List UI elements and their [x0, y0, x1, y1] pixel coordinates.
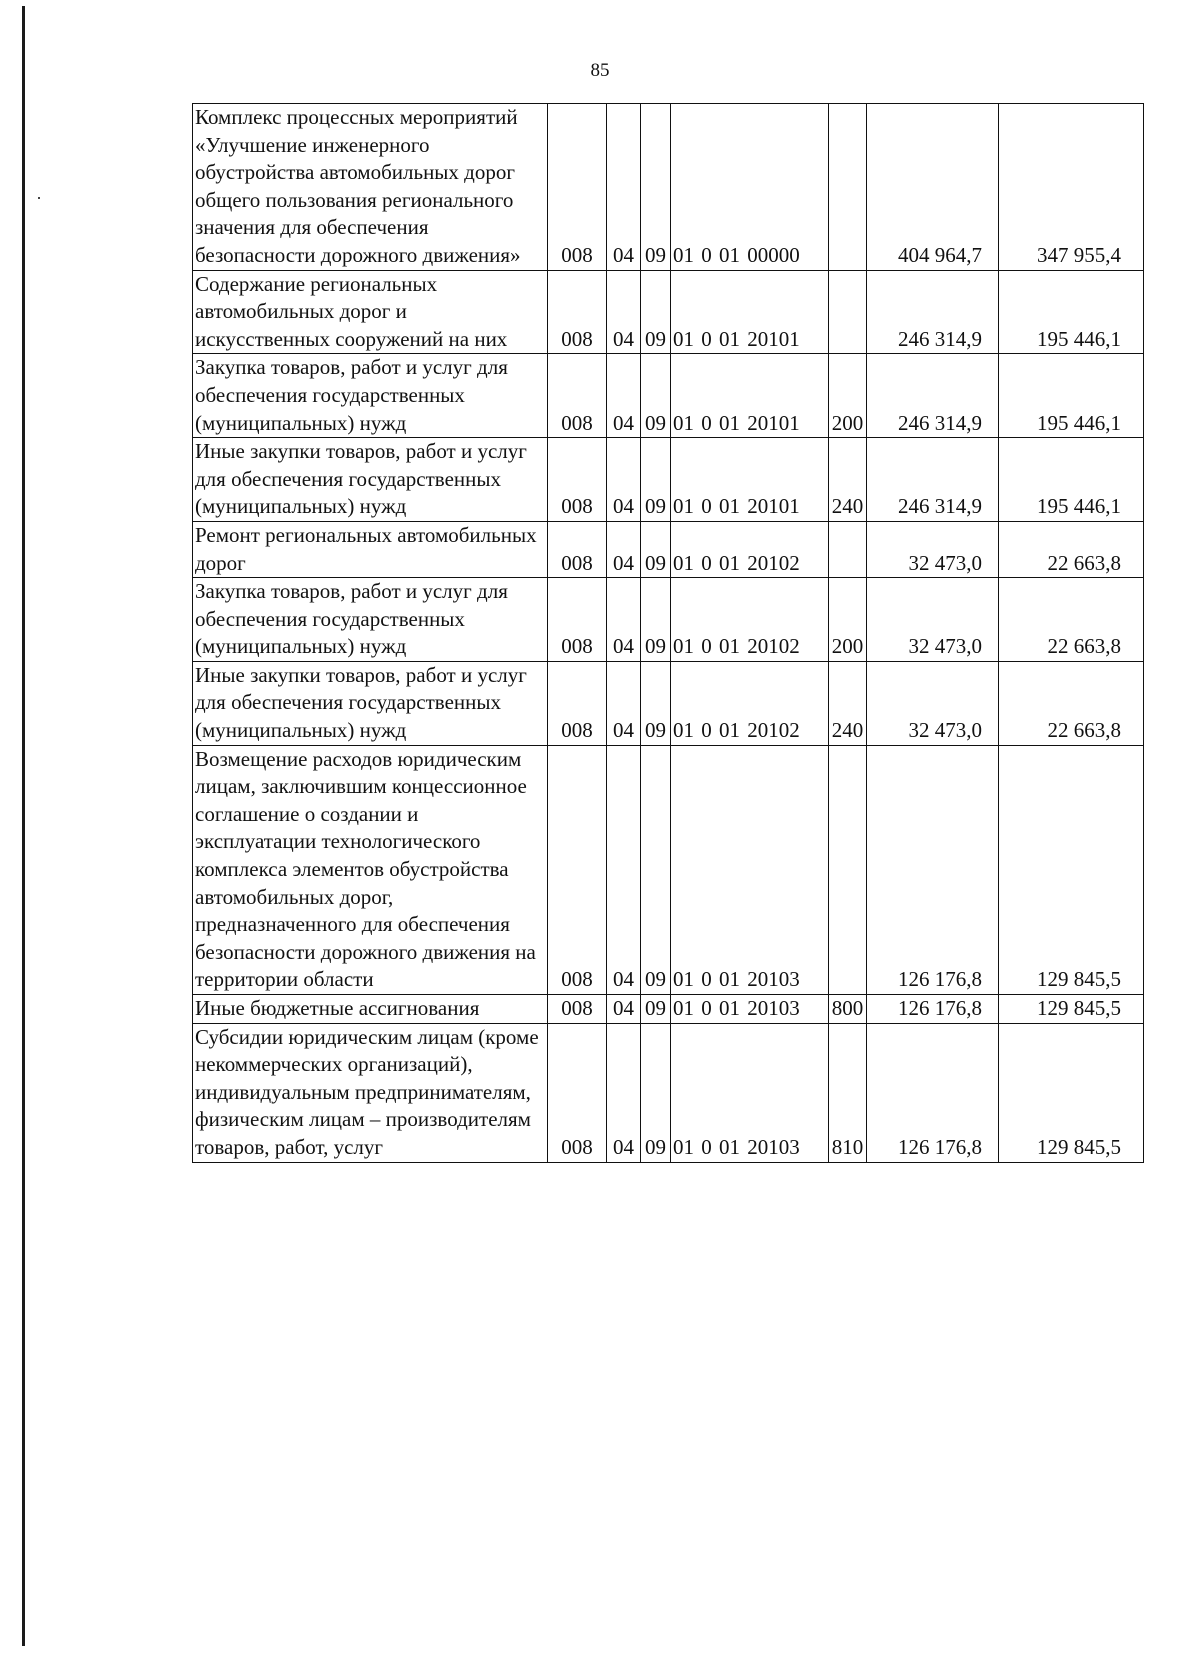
gr-code-cell: 008	[548, 521, 607, 577]
table-row	[193, 578, 1144, 662]
pr-code-cell: 09	[641, 354, 671, 438]
pr-code-cell: 09	[641, 1023, 671, 1162]
pr-code-cell: 09	[641, 661, 671, 745]
table-row	[193, 745, 1144, 994]
csr-code-cell: 01 0 01 00000	[671, 104, 829, 271]
rz-code-cell: 04	[607, 354, 641, 438]
amount-year-2-cell: 22 663,8	[999, 661, 1144, 745]
table-row	[193, 354, 1144, 438]
amount-year-2-cell: 195 446,1	[999, 438, 1144, 522]
rz-code-cell: 04	[607, 995, 641, 1024]
csr-code-cell: 01 0 01 20102	[671, 661, 829, 745]
vr-code-cell: 810	[829, 1023, 867, 1162]
table-row	[193, 661, 1144, 745]
table-row	[193, 270, 1144, 354]
gr-code-cell: 008	[548, 1023, 607, 1162]
page-number: 85	[590, 60, 610, 81]
budget-table-body	[193, 104, 1144, 1163]
rz-code-cell: 04	[607, 104, 641, 271]
vr-code-cell: 800	[829, 995, 867, 1024]
gr-code-cell: 008	[548, 745, 607, 994]
amount-year-2-cell: 195 446,1	[999, 270, 1144, 354]
table-row	[193, 438, 1144, 522]
amount-year-2-cell: 22 663,8	[999, 521, 1144, 577]
pr-code-cell: 09	[641, 104, 671, 271]
vr-code-cell	[829, 270, 867, 354]
table-row	[193, 104, 1144, 271]
csr-code-cell: 01 0 01 20101	[671, 270, 829, 354]
rz-code-cell: 04	[607, 521, 641, 577]
gr-code-cell: 008	[548, 661, 607, 745]
pr-code-cell: 09	[641, 438, 671, 522]
amount-year-1-cell: 126 176,8	[867, 745, 999, 994]
rz-code-cell: 04	[607, 438, 641, 522]
row-name-cell: Комплекс процессных мероприятий «Улучшение инженерного обустройства автомобильных дорог общего пользования регионального значения для обеспечения безопасности дорожного движения»	[193, 104, 548, 271]
amount-year-2-cell: 129 845,5	[999, 745, 1144, 994]
csr-code-cell: 01 0 01 20101	[671, 354, 829, 438]
amount-year-1-cell: 246 314,9	[867, 438, 999, 522]
pr-code-cell: 09	[641, 521, 671, 577]
row-name-cell: Закупка товаров, работ и услуг для обеспечения государственных (муниципальных) нужд	[193, 578, 548, 662]
amount-year-2-cell: 195 446,1	[999, 354, 1144, 438]
rz-code-cell: 04	[607, 661, 641, 745]
amount-year-1-cell: 246 314,9	[867, 270, 999, 354]
gr-code-cell: 008	[548, 104, 607, 271]
csr-code-cell: 01 0 01 20101	[671, 438, 829, 522]
amount-year-1-cell: 32 473,0	[867, 661, 999, 745]
csr-code-cell: 01 0 01 20102	[671, 521, 829, 577]
row-name-cell: Иные закупки товаров, работ и услуг для обеспечения государственных (муниципальных) нужд	[193, 438, 548, 522]
row-name-cell: Содержание региональных автомобильных дорог и искусственных сооружений на них	[193, 270, 548, 354]
scan-left-edge	[22, 6, 25, 1646]
vr-code-cell: 200	[829, 578, 867, 662]
gr-code-cell: 008	[548, 270, 607, 354]
rz-code-cell: 04	[607, 578, 641, 662]
pr-code-cell: 09	[641, 578, 671, 662]
amount-year-1-cell: 126 176,8	[867, 995, 999, 1024]
gr-code-cell: 008	[548, 578, 607, 662]
amount-year-2-cell: 129 845,5	[999, 995, 1144, 1024]
csr-code-cell: 01 0 01 20103	[671, 745, 829, 994]
gr-code-cell: 008	[548, 354, 607, 438]
csr-code-cell: 01 0 01 20103	[671, 1023, 829, 1162]
vr-code-cell	[829, 745, 867, 994]
rz-code-cell: 04	[607, 745, 641, 994]
table-row	[193, 521, 1144, 577]
rz-code-cell: 04	[607, 1023, 641, 1162]
row-name-cell: Иные бюджетные ассигнования	[193, 995, 548, 1024]
amount-year-1-cell: 32 473,0	[867, 578, 999, 662]
vr-code-cell: 200	[829, 354, 867, 438]
csr-code-cell: 01 0 01 20103	[671, 995, 829, 1024]
row-name-cell: Закупка товаров, работ и услуг для обеспечения государственных (муниципальных) нужд	[193, 354, 548, 438]
pr-code-cell: 09	[641, 270, 671, 354]
table-row	[193, 1023, 1144, 1162]
gr-code-cell: 008	[548, 995, 607, 1024]
row-name-cell: Субсидии юридическим лицам (кроме некоммерческих организаций), индивидуальным предпринимателям, физическим лицам – производителям товаров, работ, услуг	[193, 1023, 548, 1162]
vr-code-cell: 240	[829, 661, 867, 745]
budget-table	[192, 103, 1144, 1163]
amount-year-2-cell: 22 663,8	[999, 578, 1144, 662]
row-name-cell: Возмещение расходов юридическим лицам, заключившим концессионное соглашение о создании и эксплуатации технологического комплекса элементов обустройства автомобильных дорог, предназначенного для обеспечения безопасности дорожного движения на территории области	[193, 745, 548, 994]
pr-code-cell: 09	[641, 745, 671, 994]
csr-code-cell: 01 0 01 20102	[671, 578, 829, 662]
amount-year-1-cell: 246 314,9	[867, 354, 999, 438]
amount-year-2-cell: 347 955,4	[999, 104, 1144, 271]
table-row	[193, 995, 1144, 1024]
vr-code-cell	[829, 521, 867, 577]
scan-speck	[38, 197, 40, 199]
pr-code-cell: 09	[641, 995, 671, 1024]
amount-year-1-cell: 126 176,8	[867, 1023, 999, 1162]
gr-code-cell: 008	[548, 438, 607, 522]
amount-year-1-cell: 32 473,0	[867, 521, 999, 577]
vr-code-cell	[829, 104, 867, 271]
row-name-cell: Иные закупки товаров, работ и услуг для обеспечения государственных (муниципальных) нужд	[193, 661, 548, 745]
amount-year-2-cell: 129 845,5	[999, 1023, 1144, 1162]
amount-year-1-cell: 404 964,7	[867, 104, 999, 271]
vr-code-cell: 240	[829, 438, 867, 522]
row-name-cell: Ремонт региональных автомобильных дорог	[193, 521, 548, 577]
rz-code-cell: 04	[607, 270, 641, 354]
